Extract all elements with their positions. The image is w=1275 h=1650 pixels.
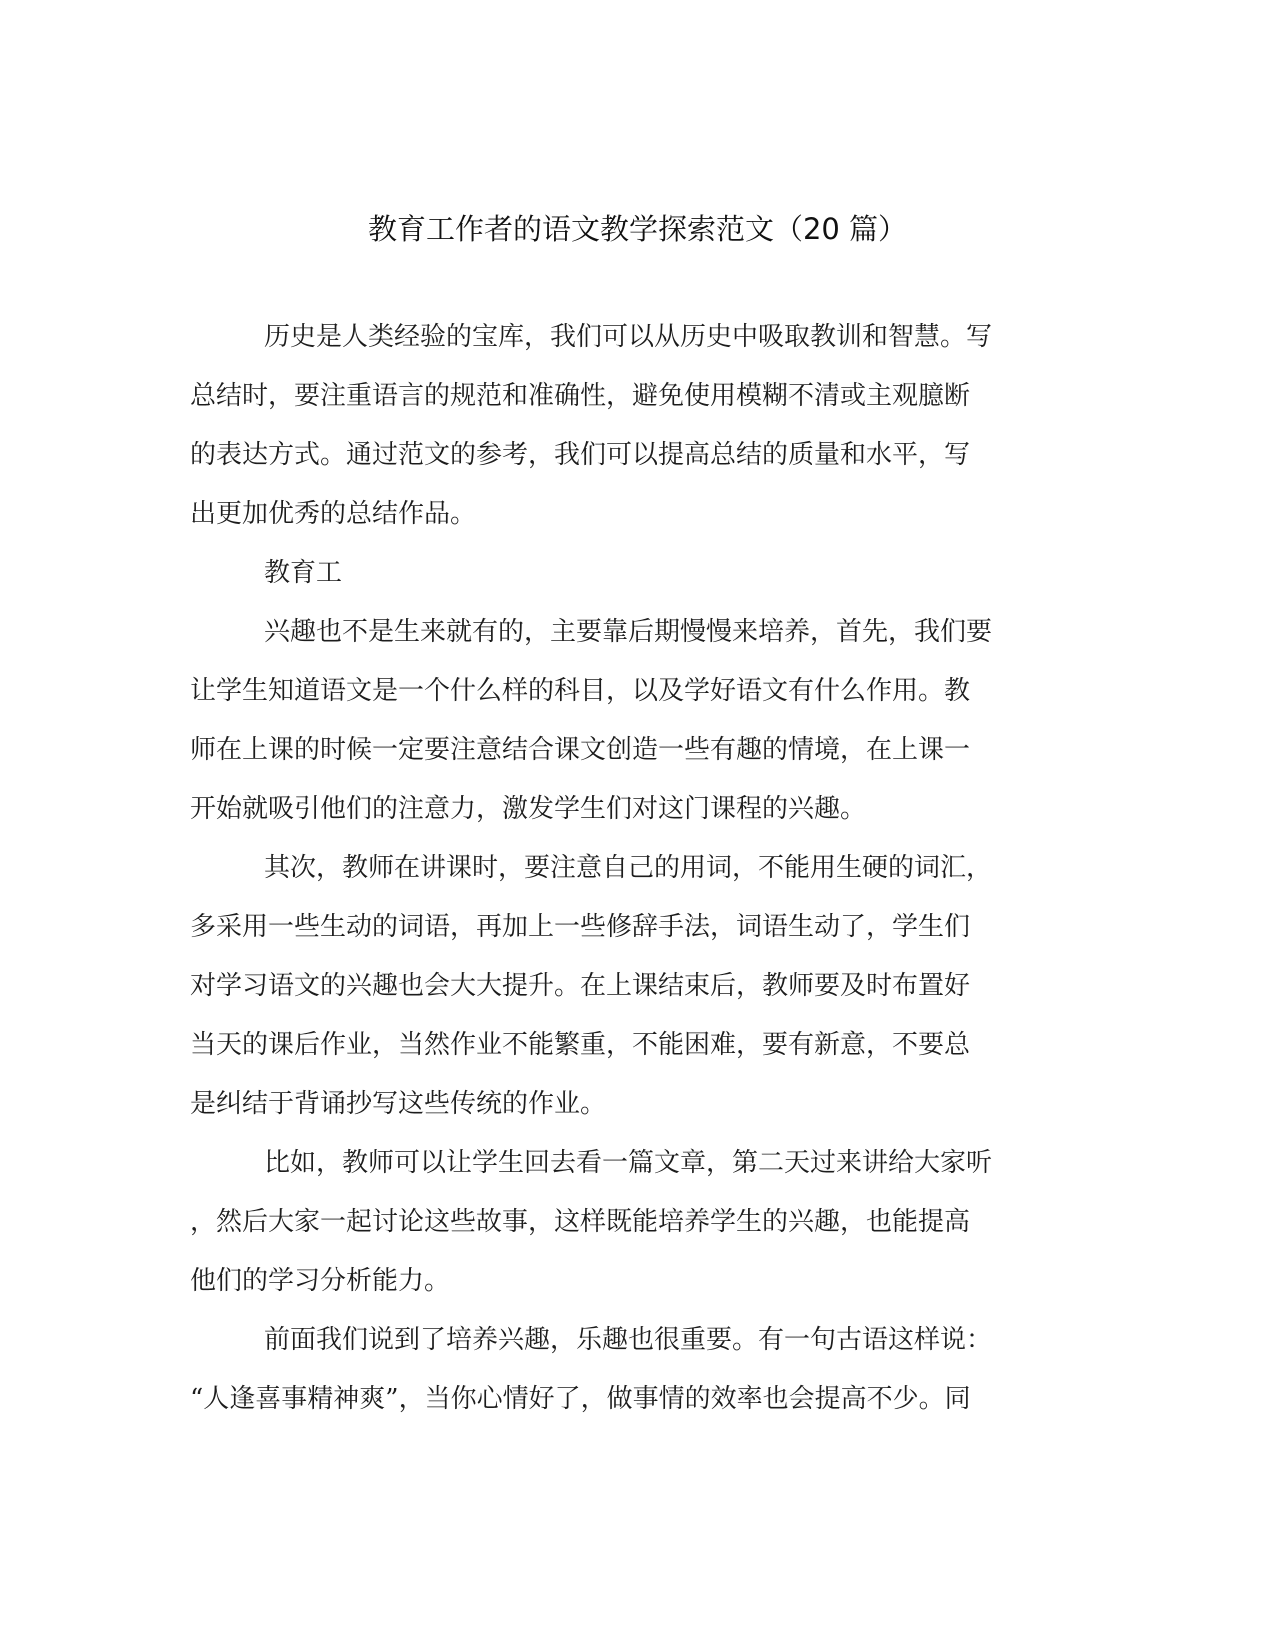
paragraph-line: 对学习语文的兴趣也会大大提升。在上课结束后，教师要及时布置好: [190, 971, 971, 1001]
paragraph-line: 出更加优秀的总结作品。: [190, 499, 477, 529]
paragraph-line: 其次，教师在讲课时，要注意自己的用词，不能用生硬的词汇，: [264, 853, 993, 883]
paragraph-line: 历史是人类经验的宝库，我们可以从历史中吸取教训和智慧。写: [264, 322, 993, 352]
paragraph-line: 是纠结于背诵抄写这些传统的作业。: [190, 1089, 607, 1119]
paragraph-line: 前面我们说到了培养兴趣，乐趣也很重要。有一句古语这样说：: [264, 1325, 993, 1355]
paragraph-line: 总结时，要注重语言的规范和准确性，避免使用模糊不清或主观臆断: [190, 381, 971, 411]
document-title: 教育工作者的语文教学探索范文（20 篇）: [367, 212, 908, 246]
paragraph-line: 当天的课后作业，当然作业不能繁重，不能困难，要有新意，不要总: [190, 1030, 971, 1060]
paragraph-line: 多采用一些生动的词语，再加上一些修辞手法，词语生动了，学生们: [190, 912, 971, 942]
paragraph-line: ，然后大家一起讨论这些故事，这样既能培养学生的兴趣，也能提高: [190, 1207, 971, 1237]
paragraph-line: 开始就吸引他们的注意力，激发学生们对这门课程的兴趣。: [190, 794, 867, 824]
paragraph-line: 让学生知道语文是一个什么样的科目，以及学好语文有什么作用。教: [190, 676, 971, 706]
paragraph-line: 教育工: [264, 558, 343, 588]
paragraph-line: 他们的学习分析能力。: [190, 1266, 451, 1296]
paragraph-line: 师在上课的时候一定要注意结合课文创造一些有趣的情境，在上课一: [190, 735, 971, 765]
paragraph-line: 比如，教师可以让学生回去看一篇文章，第二天过来讲给大家听: [264, 1148, 993, 1178]
paragraph-line: “人逢喜事精神爽”，当你心情好了，做事情的效率也会提高不少。同: [190, 1384, 971, 1414]
paragraph-line: 的表达方式。通过范文的参考，我们可以提高总结的质量和水平，写: [190, 440, 971, 470]
paragraph-line: 兴趣也不是生来就有的，主要靠后期慢慢来培养，首先，我们要: [264, 617, 993, 647]
